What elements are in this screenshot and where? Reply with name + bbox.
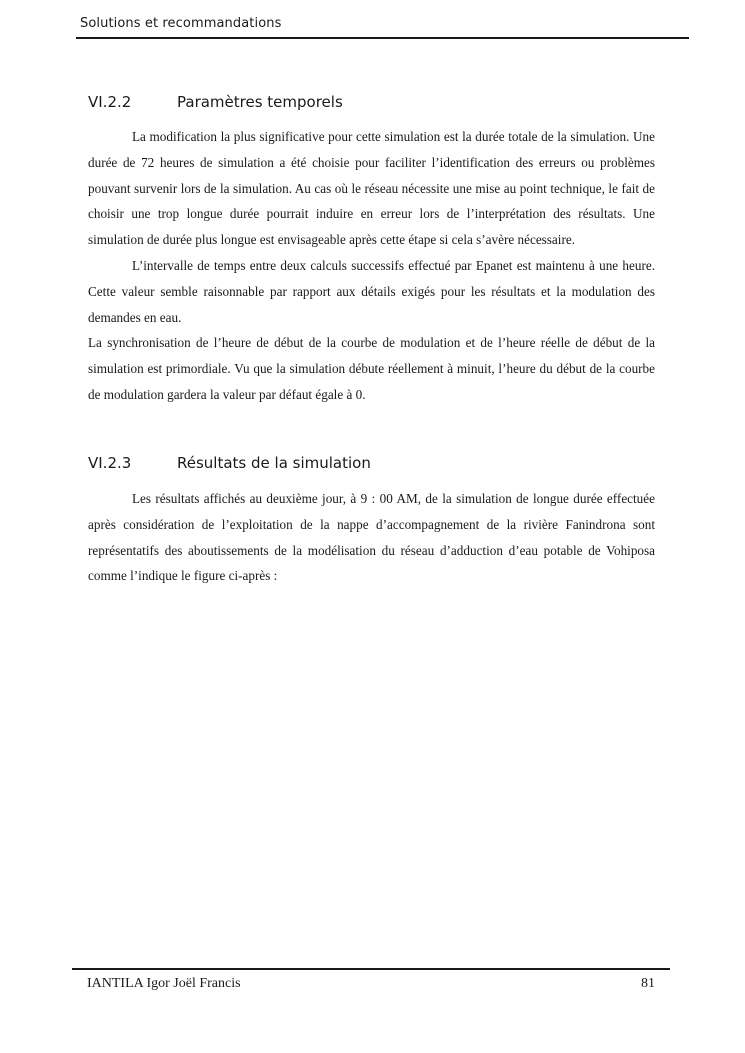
section-heading-vi-2-2	[88, 93, 343, 111]
footer-author: IANTILA Igor Joël Francis	[87, 976, 241, 991]
running-header: Solutions et recommandations	[80, 16, 282, 31]
section-title: Paramètres temporels	[177, 93, 343, 111]
section-number: VI.2.3	[88, 454, 132, 472]
footer-rule	[72, 968, 670, 970]
section-number: VI.2.2	[88, 93, 132, 111]
header-rule	[76, 37, 689, 39]
section-title: Résultats de la simulation	[177, 454, 371, 472]
paragraph: La modification la plus significative pour cette simulation est la durée totale de la simulation. Une durée de 72 heures de simulation a été choisie pour faciliter l’identification des erreurs ou problèmes pouvant survenir lors de la simulation. Au cas où le réseau nécessite une mise au point technique, le fait de choisir une trop longue durée pourrait induire en erreur lors de l’interprétation des résultats. Une simulation de durée plus longue est envisageable après cette étape si cela s’avère nécessaire.	[88, 129, 655, 248]
paragraph: L’intervalle de temps entre deux calculs successifs effectué par Epanet est maintenu à une heure. Cette valeur semble raisonnable par rapport aux détails exigés pour les résultats et la modulation des demandes en eau.	[88, 257, 655, 325]
paragraph: La synchronisation de l’heure de début de la courbe de modulation et de l’heure réelle de début de la simulation est primordiale. Vu que la simulation débute réellement à minuit, l’heure du début de la courbe de modulation gardera la valeur par défaut égale à 0.	[88, 335, 655, 402]
section-body-vi-2-3	[88, 486, 655, 589]
section-body-vi-2-2	[88, 124, 655, 408]
page-number: 81	[641, 976, 655, 991]
paragraph: Les résultats affichés au deuxième jour, à 9 : 00 AM, de la simulation de longue durée effectuée après considération de l’exploitation de la nappe d’accompagnement de la rivière Fanindrona sont représentatifs des aboutissements de la modélisation du réseau d’adduction d’eau potable de Vohiposa comme l’indique le figure ci-après :	[88, 491, 655, 584]
section-heading-vi-2-3	[88, 454, 371, 472]
